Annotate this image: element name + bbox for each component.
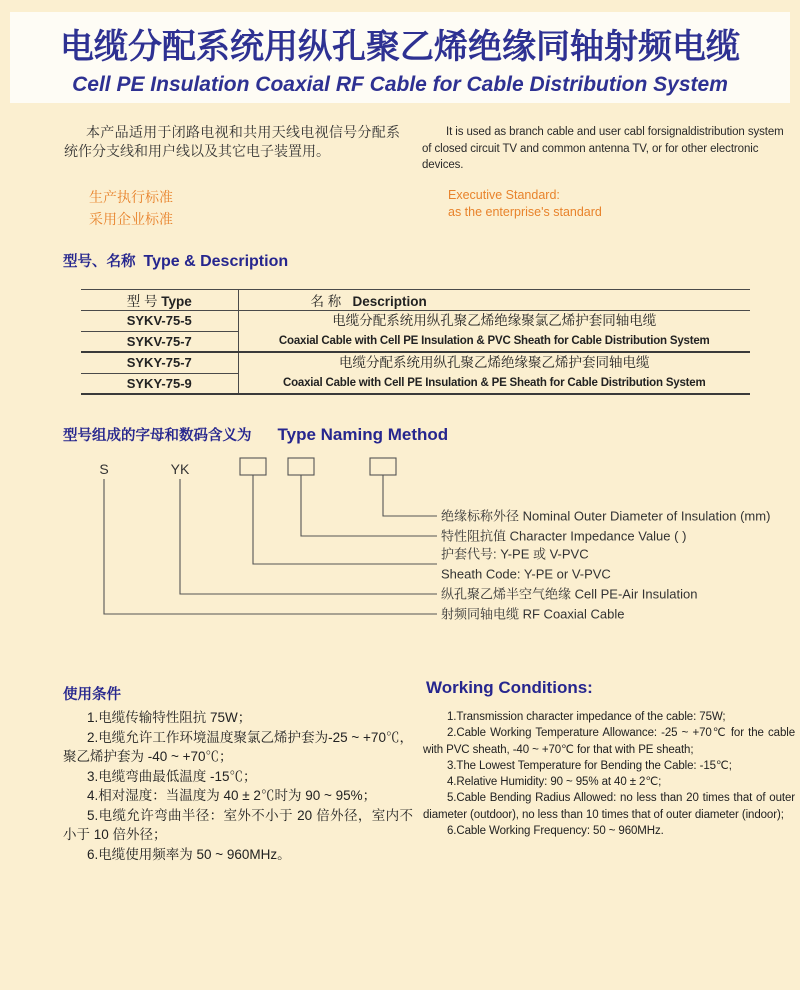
label-impedance: 特性阻抗值 Character Impedance Value ( ) [441, 528, 687, 544]
type-naming-diagram [63, 452, 783, 632]
section-heading-type-zh: 型号、名称 [63, 254, 136, 270]
section-heading-naming-en: Type Naming Method [277, 425, 449, 444]
table-row [81, 311, 750, 332]
label-sheath-code-zh: 护套代号: Y-PE 或 V-PVC [441, 546, 589, 562]
working-item-1: 1.Transmission character impedance of the cable: 75W; [447, 711, 726, 723]
label-rf-coaxial-cable: 射频同轴电缆 RF Coaxial Cable [441, 606, 625, 622]
code-box-impedance [288, 458, 314, 475]
section-heading-type-en: Type & Description [143, 253, 289, 270]
section-heading-naming-zh: 型号组成的字母和数码含义为 [63, 428, 252, 444]
label-insulation-diameter: 绝缘标称外径 Nominal Outer Diameter of Insulation (mm) [441, 508, 771, 524]
intro-paragraph-en: It is used as branch cable and user cabl forsignaldistribution system of closed circuit TV and common antenna TV, or for other electronic devices. [422, 126, 784, 171]
page-title-zh: 电缆分配系统用纵孔聚乙烯绝缘同轴射频电缆 [60, 28, 740, 66]
type-cell: SYKV-75-7 [81, 331, 238, 352]
usage-item-1: 1.电缆传输特性阻抗 75W； [87, 710, 252, 725]
column-header-type-en: Type [161, 294, 192, 309]
type-description-table [81, 289, 750, 395]
column-header-description [238, 290, 750, 311]
executive-standard-label: Executive Standard: [448, 188, 560, 202]
description-en: Coaxial Cable with Cell PE Insulation & PVC Sheath for Cable Distribution System [278, 335, 710, 347]
code-letter-s: S [99, 461, 109, 477]
column-header-type-zh: 型 号 [126, 294, 158, 309]
description-en: Coaxial Cable with Cell PE Insulation & PE Sheath for Cable Distribution System [282, 377, 706, 389]
type-cell: SYKY-75-7 [81, 352, 238, 373]
connector-diameter [383, 475, 437, 516]
usage-conditions-list [63, 708, 413, 864]
label-sheath-code-en: Sheath Code: Y-PE or V-PVC [441, 566, 611, 582]
page-title-en: Cell PE Insulation Coaxial RF Cable for Cable Distribution System [72, 73, 728, 96]
description-zh: 电缆分配系统用纵孔聚乙烯绝缘聚乙烯护套同轴电缆 [339, 355, 650, 370]
usage-item-3: 3.电缆弯曲最低温度 -15℃； [87, 768, 257, 784]
column-header-description-en: Description [352, 294, 427, 309]
standards-block-zh [89, 186, 173, 230]
section-heading-working-conditions [426, 678, 593, 698]
working-conditions-list [423, 709, 795, 839]
section-heading-naming [63, 424, 448, 445]
table-row [81, 352, 750, 373]
code-box-sheath [240, 458, 266, 475]
working-item-4: 4.Relative Humidity: 90 ~ 95% at 40 ± 2℃; [447, 776, 662, 789]
production-standard-label: 生产执行标准 [89, 189, 173, 205]
column-header-type [81, 290, 238, 311]
section-heading-type [63, 250, 288, 271]
code-box-diameter [370, 458, 396, 475]
enterprise-standard-value: as the enterprise's standard [448, 205, 602, 219]
description-cell [238, 311, 750, 353]
label-cell-pe-insulation: 纵孔聚乙烯半空气绝缘 Cell PE-Air Insulation [441, 586, 698, 602]
column-header-description-zh: 名 称 [310, 294, 342, 309]
type-cell: SYKY-75-9 [81, 373, 238, 394]
code-letter-yk: YK [170, 461, 190, 477]
working-item-2: 2.Cable Working Temperature Allowance: -25 ~ +70℃ for the cable with PVC sheath, -40 ~ +70℃ for that with PE sheath; [423, 727, 795, 756]
connector-impedance [301, 475, 437, 536]
standards-block-en [448, 187, 602, 221]
enterprise-standard-label: 采用企业标准 [89, 211, 173, 227]
section-heading-usage-zh: 使用条件 [63, 687, 121, 703]
working-item-6: 6.Cable Working Frequency: 50 ~ 960MHz. [447, 825, 664, 838]
usage-item-5: 5.电缆允许弯曲半径：室外不小于 20 倍外径，室内不小于 10 倍外径； [63, 807, 413, 842]
section-heading-usage [63, 683, 121, 704]
intro-paragraph-zh: 本产品适用于闭路电视和共用天线电视信号分配系统作分支线和用户线以及其它电子装置用。 [64, 124, 400, 159]
section-heading-working-conditions-text: Working Conditions: [426, 678, 593, 697]
type-cell: SYKV-75-5 [81, 311, 238, 332]
connector-sheath [253, 475, 437, 564]
usage-item-4: 4.相对湿度：当温度为 40 ± 2℃时为 90 ~ 95%； [87, 788, 377, 803]
working-item-3: 3.The Lowest Temperature for Bending the Cable: -15℃; [447, 759, 732, 772]
usage-item-2: 2.电缆允许工作环境温度聚氯乙烯护套为-25 ~ +70℃，聚乙烯护套为 -40 ~ +70℃； [63, 729, 413, 764]
table-header-row [81, 290, 750, 311]
title-band [10, 12, 790, 103]
usage-item-6: 6.电缆使用频率为 50 ~ 960MHz。 [87, 846, 291, 862]
description-zh: 电缆分配系统用纵孔聚乙烯绝缘聚氯乙烯护套同轴电缆 [332, 313, 657, 328]
description-cell [238, 352, 750, 394]
working-item-5: 5.Cable Bending Radius Allowed: no less than 20 times that of outer diameter (outdoor), no less than 10 times that of outer diameter (indoor); [423, 792, 795, 821]
